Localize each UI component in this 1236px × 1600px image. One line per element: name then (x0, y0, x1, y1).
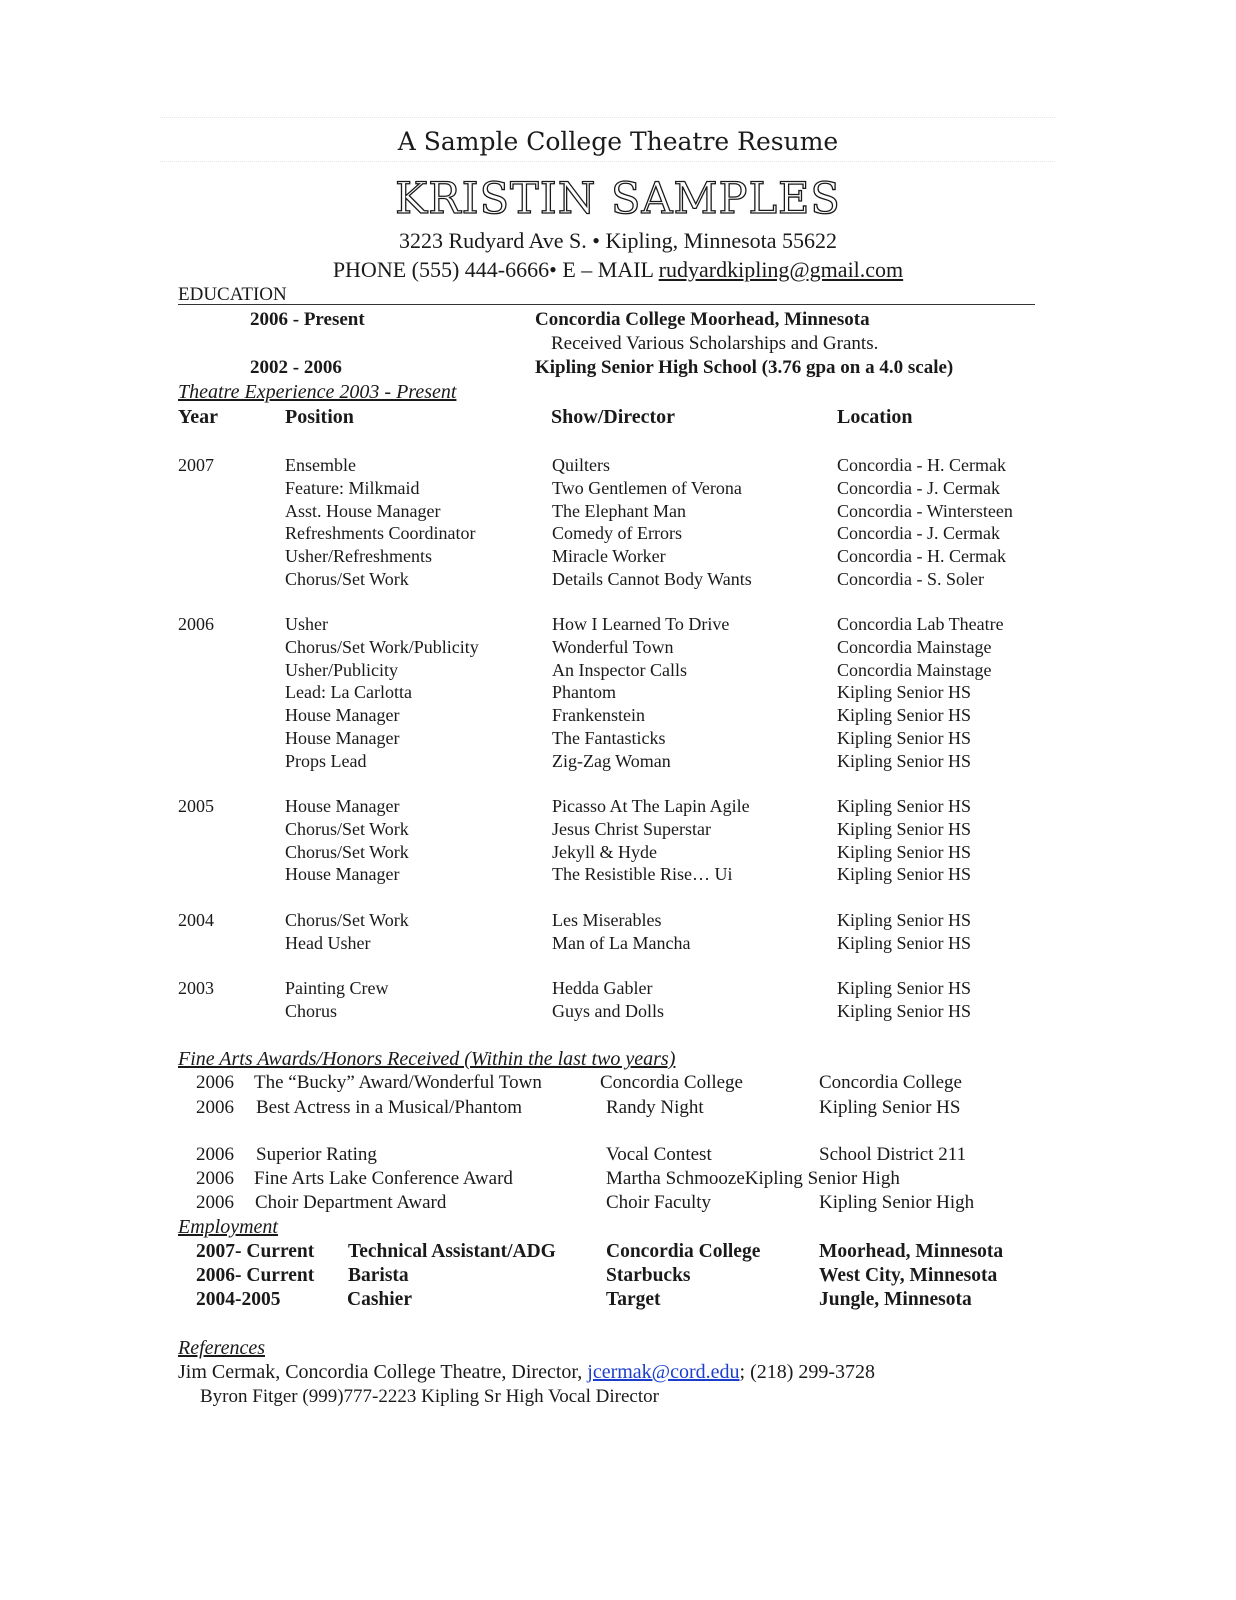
award-title: Fine Arts Lake Conference Award (254, 1168, 513, 1189)
phone-text: PHONE (555) 444-6666• E – MAIL (332, 257, 659, 282)
education-school: Kipling Senior High School (3.76 gpa on a 4.0 scale) (535, 357, 954, 378)
experience-show: Quilters (552, 455, 610, 475)
employment-title: Barista (348, 1265, 409, 1286)
award-presenter: Martha SchmoozeKipling Senior High (606, 1168, 900, 1189)
experience-show: The Elephant Man (552, 501, 686, 521)
award-year: 2006 (196, 1168, 234, 1189)
experience-position: Refreshments Coordinator (285, 523, 476, 543)
experience-location: Kipling Senior HS (837, 864, 972, 884)
experience-year: 2005 (178, 796, 214, 816)
experience-position: Ensemble (285, 455, 356, 475)
experience-location: Kipling Senior HS (837, 751, 972, 771)
experience-location: Kipling Senior HS (837, 910, 972, 930)
experience-position: House Manager (285, 796, 400, 816)
experience-show: The Fantasticks (552, 728, 666, 748)
experience-position: Usher (285, 614, 328, 634)
experience-position: Chorus/Set Work/Publicity (285, 637, 479, 657)
experience-location: Kipling Senior HS (837, 682, 972, 702)
experience-location: Concordia - H. Cermak (837, 546, 1006, 566)
theatre-heading: Theatre Experience 2003 - Present (178, 381, 457, 403)
experience-show: Picasso At The Lapin Agile (552, 796, 750, 816)
award-location: Kipling Senior HS (819, 1097, 961, 1118)
education-heading: EDUCATION (178, 284, 287, 305)
email-text: rudyardkipling@gmail.com (658, 257, 904, 282)
experience-location: Concordia Mainstage (837, 637, 992, 657)
education-rule (178, 304, 1035, 305)
experience-position: House Manager (285, 728, 400, 748)
experience-location: Kipling Senior HS (837, 819, 972, 839)
experience-position: Painting Crew (285, 978, 389, 998)
education-note: Received Various Scholarships and Grants. (551, 333, 879, 354)
experience-position: Chorus/Set Work (285, 842, 409, 862)
experience-show: Guys and Dolls (552, 1001, 664, 1021)
award-title: The “Bucky” Award/Wonderful Town (254, 1072, 542, 1093)
experience-location: Kipling Senior HS (837, 1001, 972, 1021)
experience-show: Comedy of Errors (552, 523, 682, 543)
award-title: Best Actress in a Musical/Phantom (256, 1097, 522, 1118)
experience-show: Details Cannot Body Wants (552, 569, 752, 589)
experience-location: Kipling Senior HS (837, 705, 972, 725)
candidate-name: KRISTIN SAMPLES (395, 174, 841, 224)
experience-show: Wonderful Town (552, 637, 674, 657)
experience-position: Usher/Refreshments (285, 546, 432, 566)
experience-position: Chorus/Set Work (285, 910, 409, 930)
experience-show: The Resistible Rise… Ui (552, 864, 733, 884)
experience-position: Lead: La Carlotta (285, 682, 412, 702)
award-year: 2006 (196, 1192, 234, 1213)
experience-year: 2003 (178, 978, 214, 998)
employment-employer: Target (606, 1289, 661, 1310)
experience-location: Kipling Senior HS (837, 933, 972, 953)
experience-year: 2007 (178, 455, 214, 475)
experience-location: Concordia Lab Theatre (837, 614, 1004, 634)
experience-position: Chorus/Set Work (285, 569, 409, 589)
experience-show: Phantom (552, 682, 617, 702)
contact-line (0, 257, 1236, 283)
employment-location: West City, Minnesota (819, 1265, 998, 1286)
experience-show: Frankenstein (552, 705, 645, 725)
award-presenter: Vocal Contest (606, 1144, 712, 1165)
reference-1 (178, 1361, 875, 1384)
employment-dates: 2007- Current (196, 1241, 315, 1262)
scan-guide-bottom (160, 161, 1055, 162)
experience-position: House Manager (285, 705, 400, 725)
experience-location: Concordia - Wintersteen (837, 501, 1013, 521)
award-year: 2006 (196, 1072, 234, 1093)
experience-year: 2006 (178, 614, 214, 634)
experience-location: Concordia - J. Cermak (837, 478, 1000, 498)
employment-title: Technical Assistant/ADG (348, 1241, 556, 1262)
experience-show: Hedda Gabler (552, 978, 653, 998)
column-header-year: Year (178, 406, 218, 428)
experience-show: Jekyll & Hyde (552, 842, 657, 862)
experience-show: Zig-Zag Woman (552, 751, 671, 771)
award-year: 2006 (196, 1097, 234, 1118)
experience-position: Asst. House Manager (285, 501, 441, 521)
column-header-position: Position (285, 406, 354, 428)
award-presenter: Randy Night (606, 1097, 704, 1118)
experience-location: Kipling Senior HS (837, 842, 972, 862)
reference-1-phone: ; (218) 299-3728 (739, 1361, 876, 1383)
education-school: Concordia College Moorhead, Minnesota (535, 309, 870, 330)
reference-1-text: Jim Cermak, Concordia College Theatre, Director, (178, 1361, 588, 1383)
experience-position: Usher/Publicity (285, 660, 398, 680)
experience-location: Kipling Senior HS (837, 796, 972, 816)
education-years: 2006 - Present (250, 309, 365, 330)
document-title: A Sample College Theatre Resume (397, 127, 839, 156)
experience-location: Concordia - J. Cermak (837, 523, 1000, 543)
references-heading: References (178, 1337, 265, 1359)
experience-show: Jesus Christ Superstar (552, 819, 711, 839)
experience-location: Concordia - H. Cermak (837, 455, 1006, 475)
employment-dates: 2006- Current (196, 1265, 315, 1286)
employment-location: Moorhead, Minnesota (819, 1241, 1004, 1262)
address-line: 3223 Rudyard Ave S. • Kipling, Minnesota 55622 (398, 228, 838, 253)
award-location: Kipling Senior High (819, 1192, 975, 1213)
award-presenter: Choir Faculty (606, 1192, 712, 1213)
employment-dates: 2004-2005 (196, 1289, 281, 1310)
experience-position: House Manager (285, 864, 400, 884)
experience-position: Head Usher (285, 933, 371, 953)
experience-show: Miracle Worker (552, 546, 666, 566)
employment-heading: Employment (178, 1216, 278, 1238)
experience-position: Chorus/Set Work (285, 819, 409, 839)
award-year: 2006 (196, 1144, 234, 1165)
scan-guide-top (160, 117, 1055, 118)
experience-location: Concordia Mainstage (837, 660, 992, 680)
experience-position: Props Lead (285, 751, 367, 771)
experience-location: Kipling Senior HS (837, 728, 972, 748)
experience-position: Chorus (285, 1001, 338, 1021)
employment-location: Jungle, Minnesota (819, 1289, 972, 1310)
experience-show: Les Miserables (552, 910, 662, 930)
experience-show: Two Gentlemen of Verona (552, 478, 742, 498)
column-header-show: Show/Director (551, 406, 676, 428)
experience-show: How I Learned To Drive (552, 614, 730, 634)
experience-position: Feature: Milkmaid (285, 478, 420, 498)
experience-year: 2004 (178, 910, 214, 930)
experience-location: Concordia - S. Soler (837, 569, 984, 589)
awards-heading: Fine Arts Awards/Honors Received (Within the last two years) (178, 1048, 676, 1070)
award-presenter: Concordia College (600, 1072, 743, 1093)
column-header-location: Location (837, 406, 913, 428)
employment-employer: Starbucks (606, 1265, 691, 1286)
award-location: Concordia College (819, 1072, 962, 1093)
experience-location: Kipling Senior HS (837, 978, 972, 998)
experience-show: Man of La Mancha (552, 933, 691, 953)
experience-show: An Inspector Calls (552, 660, 687, 680)
award-title: Superior Rating (256, 1144, 377, 1165)
education-years: 2002 - 2006 (250, 357, 342, 378)
reference-2: Byron Fitger (999)777-2223 Kipling Sr High Vocal Director (200, 1386, 659, 1407)
reference-1-email-link[interactable]: jcermak@cord.edu (587, 1361, 740, 1383)
award-title: Choir Department Award (255, 1192, 447, 1213)
employment-title: Cashier (347, 1289, 412, 1310)
award-location: School District 211 (819, 1144, 967, 1165)
employment-employer: Concordia College (606, 1241, 761, 1262)
